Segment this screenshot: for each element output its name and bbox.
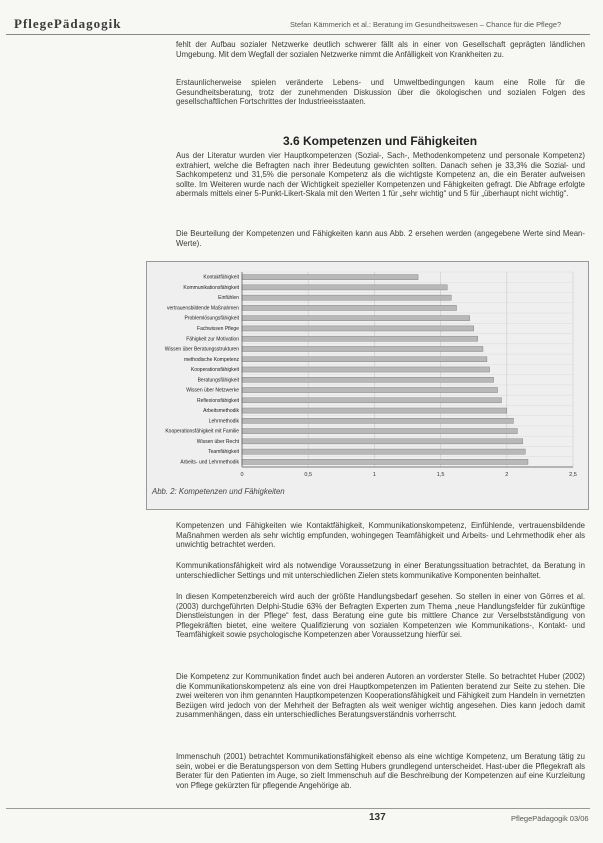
category-label: Lehrmethodik [208, 418, 239, 425]
bar [242, 367, 490, 372]
paragraph-3: Aus der Literatur wurden vier Hauptkompetenzen (Sozial-, Sach-, Methodenkompetenz und personale Kompetenz) extrahiert, welche die Befragten nach ihrer Bedeutung gewichten sollten. Danach sehen je 33,3% die Sozial- und Sachkompetenz und 31,5% die personale Kompetenz als die wichtigste Kompetenz an, die ein Berater aufweisen sollte. Im Weiteren wurde nach der Wichtigkeit spezieller Kompetenzen und Fähigkeiten gefragt. Die Abfrage erfolgte abermals mittels einer 5-Punkt-Likert-Skala mit den Werten 1 für „sehr wichtig“ und 5 für „überhaupt nicht wichtig“. [176, 151, 585, 199]
category-label: Wissen über Beratungsstrukturen [164, 346, 239, 353]
page-header [6, 14, 597, 34]
category-label: vertrauensbildende Maßnahmen [167, 305, 239, 312]
category-label: Kommunikationsfähigkeit [183, 284, 239, 291]
category-label: Problemlösungsfähigkeit [184, 315, 239, 322]
bar [242, 295, 451, 300]
x-tick-label: 2,5 [569, 472, 577, 478]
bar [242, 429, 517, 434]
running-head: Stefan Kämmerich et al.: Beratung im Gesundheitswesen – Chance für die Pflege? [290, 20, 562, 29]
bar [242, 377, 494, 382]
category-label: Wissen über Netzwerke [186, 387, 239, 394]
bar [242, 357, 487, 362]
bar [242, 449, 525, 454]
paragraph-5: Kompetenzen und Fähigkeiten wie Kontaktfähigkeit, Kommunikationskompetenz, Einfühlende, vertrauensbildende Maßnahmen werden als sehr wichtig empfunden, wohingegen Teamfähigkeit und Arbeits- und Lehrmethodik eher als unwichtig betrachtet werden. [176, 521, 585, 550]
page-number: 137 [369, 812, 386, 823]
category-label: Arbeits- und Lehrmethodik [180, 459, 239, 466]
bar [242, 336, 478, 341]
paragraph-2: Erstaunlicherweise spielen veränderte Lebens- und Umweltbedingungen kaum eine Rolle für die Gesundheitsberatung, trotz der zunehmenden Diskussion über die ökologischen und sozialen Folgen des gesellschaftlichen Fortschrittes der Industrieeisstaaten. [176, 78, 585, 107]
x-tick-label: 0 [240, 472, 244, 478]
bar-chart [146, 261, 589, 510]
bar [242, 387, 498, 392]
category-label: Kooperationsfähigkeit mit Familie [165, 428, 239, 435]
bar [242, 275, 418, 280]
category-label: Kooperationsfähigkeit [190, 367, 239, 374]
paragraph-9: Immenschuh (2001) betrachtet Kommunikationsfähigkeit ebenso als eine wichtige Kompetenz, um Beratung tätig zu sein, wobei er die Beratungsperson von dem Setting Hubers grundlegend unterscheidet. Hast-uber die Pflegekraft als Berater für den Patienten im Auge, so zielt Immenschuh auf die Beschreibung der Kompetenzen auf eine Kurzleitung von Pflege gekürzten für pflegende Angehörige ab. [176, 752, 585, 790]
bar [242, 418, 513, 423]
section-heading: 3.6 Kompetenzen und Fähigkeiten [283, 134, 478, 148]
category-label: Teamfähigkeit [208, 449, 239, 456]
bar [242, 285, 447, 290]
bar [242, 316, 470, 321]
issue-label: PflegePädagogik 03/06 [511, 814, 589, 823]
bar [242, 326, 474, 331]
journal-title: PflegePädagogik [14, 16, 122, 31]
x-tick-label: 1,5 [436, 472, 445, 478]
x-tick-label: 2 [505, 472, 509, 478]
x-tick-label: 0,5 [304, 472, 313, 478]
paragraph-8: Die Kompetenz zur Kommunikation findet auch bei anderen Autoren an vorderster Stelle. So betrachtet Huber (2002) die Kommunikationskompetenz als eine von drei Hauptkompetenzen im Patienten beratend zur Seite zu stehen. Die zwei weiteren von ihm genannten Hauptkompetenzen Kooperationsfähigkeit und Fähigkeit zum Handeln in vernetzten Bezügen wird jedoch von der Mehrheit der Befragten als weit weniger wichtig angesehen. Dies kann jedoch damit zusammenhängen, dass ein unterschiedliches Beratungsverständnis vorherrscht. [176, 672, 585, 720]
bar [242, 346, 483, 351]
bar [242, 408, 507, 413]
bar [242, 459, 528, 464]
x-tick-label: 1 [372, 472, 376, 478]
category-label: Kontaktfähigkeit [203, 274, 239, 281]
chart-svg [147, 262, 588, 509]
bar [242, 305, 456, 310]
category-label: Arbeitsmethodik [203, 408, 239, 415]
category-label: Einfühlen [218, 295, 239, 302]
category-label: Fachwissen Pflege [197, 325, 239, 332]
paragraph-1: fehlt der Aufbau sozialer Netzwerke deutlich schwerer fällt als in einer von Gesellschaft geprägten ländlichen Umgebung. Mit dem Wegfall der sozialen Netzwerke nimmt die Anfälligkeit von Krankheiten zu. [176, 40, 585, 59]
category-label: Wissen über Recht [196, 438, 239, 445]
category-label: Fähigkeit zur Motivation [186, 336, 239, 343]
paragraph-7: In diesen Kompetenzbereich wird auch der größte Handlungsbedarf gesehen. So stellen in einer von Görres et al. (2003) durchgeführten Delphi-Studie 63% der Befragten Experten zum Thema „neue Handlungsfelder für zukünftige Dienstleistungen in der Pflege“ fest, dass Beratung eine gute bis mittlere Chance zur Verselbstständigung von Pflegekräften bietet, eine weitere Qualifizierung von sozialen Kompetenzen wie Kommunikations-, Kontakt- und Teamfähigkeit sowie psychologische Kompetenzen aber Voraussetzung hierfür sei. [176, 592, 585, 640]
header-rule [6, 34, 590, 35]
figure-caption: Abb. 2: Kompetenzen und Fähigkeiten [152, 487, 285, 496]
paragraph-4: Die Beurteilung der Kompetenzen und Fähigkeiten kann aus Abb. 2 ersehen werden (angegebene Werte sind Mean-Werte). [176, 229, 585, 248]
bar [242, 398, 502, 403]
bar [242, 439, 523, 444]
category-label: Beratungsfähigkeit [197, 377, 239, 384]
category-label: methodische Kompetenz [183, 356, 239, 363]
paragraph-6: Kommunikationsfähigkeit wird als notwendige Voraussetzung in einer Beratungssituation betrachtet, da Beratung in unterschiedlicher Settings und mit unterschiedlichen Zielen stets kommunikative Komponenten beinhaltet. [176, 561, 585, 580]
category-label: Reflexionsfähigkeit [197, 397, 239, 404]
footer-rule [6, 808, 590, 809]
